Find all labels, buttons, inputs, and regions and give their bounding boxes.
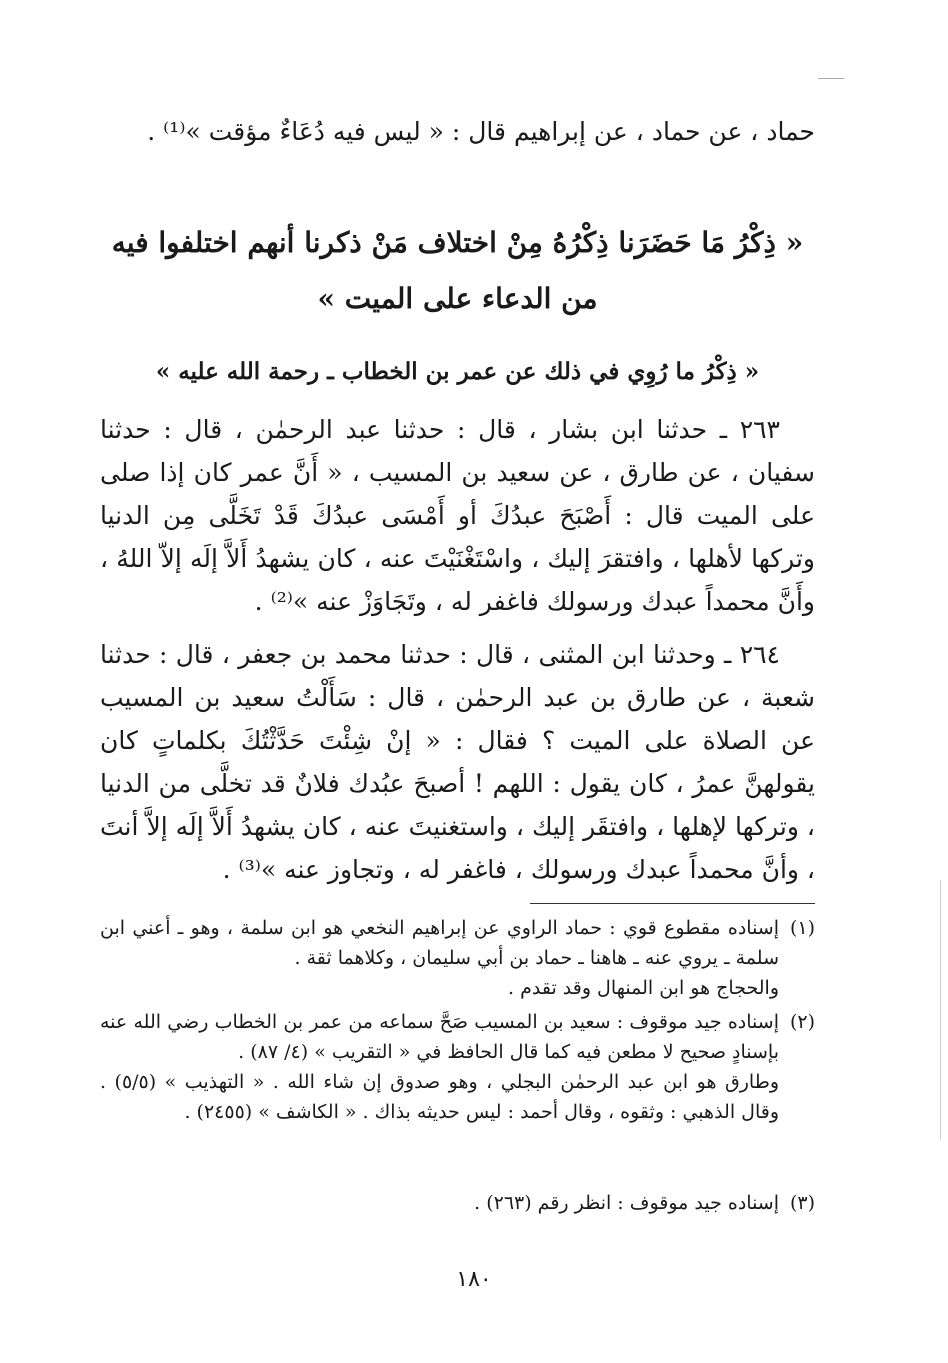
footnote-1 <box>100 913 815 1003</box>
footnote-body <box>100 913 779 1003</box>
scan-edge-mark <box>818 78 844 79</box>
paragraph-264: ٢٦٤ ـ وحدثنا ابن المثنى ، قال : حدثنا محمد بن جعفر ، قال : حدثنا شعبة ، عن طارق بن عبد الرحمٰن ، قال : سَأَلْتُ سعيد بن المسيب عن الصلاة على الميت ؟ فقال : « إنْ شِئْتَ حَدَّثْتُكَ بكلماتٍ كان يقولهنَّ عمرُ ، كان يقول : اللهم ! أصبحَ عبُدك فلانٌ قد تخلَّى من الدنيا ، وتركها لإهلها ، وافتقَر إليك ، واستغنيتَ عنه ، كان يشهدُ أَلاَّ إلَه إلاَّ أنتَ ، وأنَّ محمداً عبدك ورسولك ، فاغفر له ، وتجاوز عنه »⁽³⁾ . <box>100 640 815 884</box>
page-number: ١٨٠ <box>456 1267 492 1292</box>
scan-edge-mark <box>940 880 941 1140</box>
footnote-line: وطارق هو ابن عبد الرحمٰن البجلي ، وهو صدوق إن شاء الله . « التهذيب » (٥/٥) . وقال الذهبي : وثقوه ، وقال أحمد : ليس حديثه بذاك . « الكاشف » (٢٤٥٥) . <box>100 1071 779 1123</box>
footnote-number: (٣) <box>789 1192 815 1214</box>
footnote-number: (٢) <box>789 1011 815 1033</box>
footnote-line: إسناده جيد موقوف : سعيد بن المسيب صَحَّ سماعه من عمر بن الخطاب رضي الله عنه بإسنادٍ صحيح لا مطعن فيه كما قال الحافظ في « التقريب » (٤/ ٨٧) . <box>100 1011 779 1063</box>
footnote-line: إسناده مقطوع قوي : حماد الراوي عن إبراهيم النخعي هو ابن سلمة ، وهو ـ أعني ابن سلمة ـ يروي عنه ـ هاهنا ـ حماد بن أبي سليمان ، وكلاهما ثقة . <box>100 917 779 969</box>
section-heading: « ذِكْرُ ما رُوِي في ذلك عن عمر بن الخطاب ـ رحمة الله عليه » <box>155 358 760 385</box>
footnote-number: (١) <box>789 917 815 939</box>
footnote-line: إسناده جيد موقوف : انظر رقم (٢٦٣) . <box>474 1192 779 1214</box>
chapter-heading: « ذِكْرُ مَا حَضَرَنا ذِكْرُهُ مِنْ اختلاف مَنْ ذكرنا أنهم اختلفوا فيه من الدعاء على الميت » <box>111 226 804 315</box>
footnote-2 <box>100 1007 815 1127</box>
footnote-separator <box>530 903 815 904</box>
footnote-body <box>100 1007 779 1127</box>
footnote-3 <box>100 1188 815 1218</box>
footnote-body <box>100 1188 779 1218</box>
paragraph-263: ٢٦٣ ـ حدثنا ابن بشار ، قال : حدثنا عبد الرحمٰن ، قال : حدثنا سفيان ، عن طارق ، عن سعيد بن المسيب ، « أَنَّ عمر كان إذا صلى على الميت قال : أَصْبَحَ عبدُكَ أو أَمْسَى عبدُكَ قَدْ تَخَلَّى مِن الدنيا وتركها لأهلها ، وافتقرَ إليك ، واسْتَغْنَيْتَ عنه ، كان يشهدُ أَلاَّ إلَه إلاّ اللهُ ، وأَنَّ محمداً عبدك ورسولك فاغفر له ، وتَجَاوَزْ عنه »⁽²⁾ . <box>100 415 815 616</box>
footnote-line: والحجاج هو ابن المنهال وقد تقدم . <box>508 977 779 999</box>
opening-line: حماد ، عن حماد ، عن إبراهيم قال : « ليس فيه دُعَاءٌ مؤقت »⁽¹⁾ . <box>147 117 815 146</box>
